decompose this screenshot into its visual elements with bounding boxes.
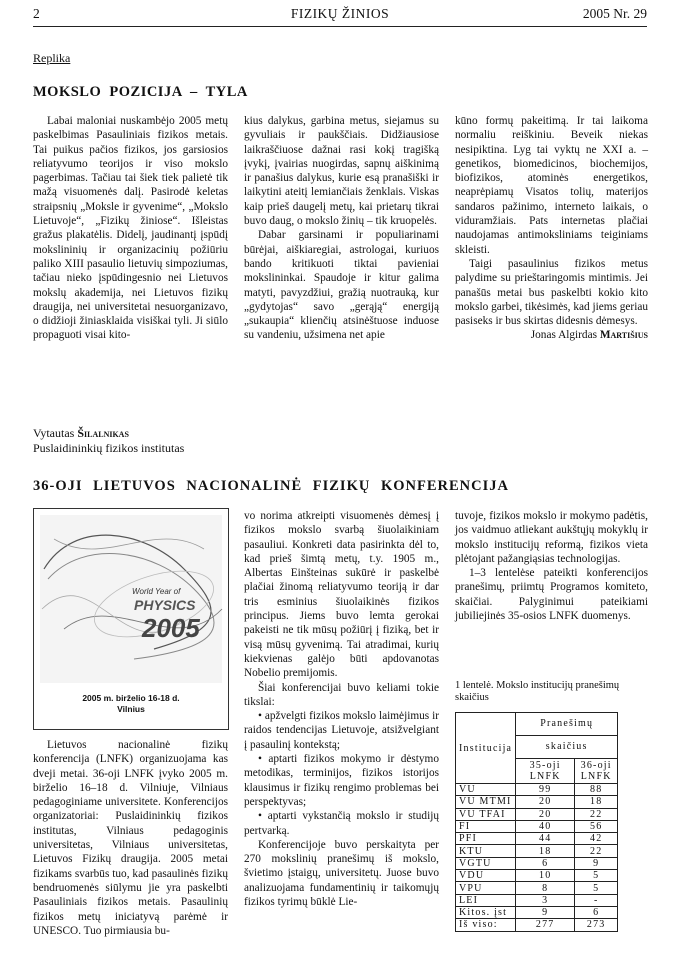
- table-cell-35: 40: [516, 820, 575, 832]
- table-cell-36: -: [575, 894, 618, 906]
- table-cell-35: 9: [516, 906, 575, 918]
- table-cell-36: 18: [575, 796, 618, 808]
- author-name: Vytautas: [33, 426, 75, 440]
- table-header-row: [456, 713, 618, 736]
- article2-paragraph: 1–3 lentelėse pateikti konferencijos pranešimų, priimtų Programos komiteto, skaičiai. Palyginimui pateikiami jubiliejinės 35-osios LNFK duomenys.: [455, 567, 648, 623]
- article2-bullet: • aptarti fizikos mokymo ir dėstymo metodikas, terminijos, fizikos istorijos klausimus ir fizikų rengimo problemas bei perspektyvas;: [244, 753, 439, 808]
- article2-title: 36-OJI LIETUVOS NACIONALINĖ FIZIKŲ KONFERENCIJA: [33, 478, 509, 494]
- table-cell-institution: VU: [456, 784, 516, 796]
- table-row: [456, 857, 618, 869]
- article2-column-3: [455, 509, 648, 623]
- table-cell-35: 8: [516, 882, 575, 894]
- table-cell-institution: PFI: [456, 833, 516, 845]
- header-group-2: [516, 736, 618, 759]
- rubric: Replika: [33, 51, 71, 65]
- table-cell-36: 22: [575, 808, 618, 820]
- article1-signature: [455, 328, 648, 342]
- header-36-line1: 36-oji: [580, 760, 612, 771]
- poster-date: 2005 m. birželio 16-18 d.: [82, 693, 180, 703]
- table-cell-36: 42: [575, 833, 618, 845]
- table-row: [456, 906, 618, 918]
- table-cell-institution: KTU: [456, 845, 516, 857]
- table-row: [456, 870, 618, 882]
- signature-name: Jonas Algirdas: [530, 329, 597, 342]
- poster-city: Vilnius: [117, 704, 145, 714]
- issue-label: 2005 Nr. 29: [582, 6, 647, 21]
- article2-column-1: [33, 738, 228, 938]
- journal-title: FIZIKŲ ŽINIOS: [290, 6, 390, 21]
- article2-byline: [33, 426, 184, 456]
- conference-poster-figure: [33, 508, 229, 730]
- table-row: [456, 820, 618, 832]
- article2-paragraph: Konferencijoje buvo perskaityta per 270 mokslinių pranešimų iš mokslo, švietimo įstaigų, universitetų. Juose buvo analizuojama fundamentinių ir taikomųjų fizikos tyrimų būklė Lie-: [244, 838, 439, 909]
- table-cell-36: 5: [575, 882, 618, 894]
- table-cell-institution: VPU: [456, 882, 516, 894]
- table-row: [456, 919, 618, 931]
- header-35: [516, 759, 575, 784]
- table-cell-35: 10: [516, 870, 575, 882]
- data-table: [455, 712, 618, 932]
- article1-column-1: [33, 114, 228, 343]
- author-surname: Šilalnikas: [77, 426, 129, 440]
- article1-paragraph: kūno formų pakeitimą. Ir tai laikoma normaliu reiškiniu. Beveik niekas nesipiktina. Lyg tai vyktų ne XXI a. – genetikos, biomedicinos, biochemijos, biofizikos, atominės energetikos, neaprėpiamų Visatos tolių, materijos sandaros pažinimo, interneto laikais, o viduramžiais. Pats internetas plačiai naudojamas antimoksliniams teiginiams skleisti.: [455, 115, 648, 256]
- table-cell-36: 9: [575, 857, 618, 869]
- poster-caption: [34, 693, 228, 715]
- article2-paragraph: Šiai konferencijai buvo keliami tokie tikslai:: [244, 681, 439, 708]
- article2-paragraph: tuvoje, fizikos mokslo ir mokymo padėtis, jos vaidmuo atliekant aukštųjų mokyklų ir mokslo institucijų reformą, fizikos vieta plėtojant pažangiąsias technologijas.: [455, 510, 648, 565]
- table-cell-35: 277: [516, 919, 575, 931]
- table-cell-36: 5: [575, 870, 618, 882]
- table-cell-35: 44: [516, 833, 575, 845]
- table-cell-36: 6: [575, 906, 618, 918]
- table-cell-institution: FI: [456, 820, 516, 832]
- article2-bullet: • apžvelgti fizikos mokslo laimėjimus ir raidos tendencijas Lietuvoje, atsižvelgiant į pasaulinį kontekstą;: [244, 710, 439, 751]
- table-cell-institution: VU TFAI: [456, 808, 516, 820]
- page-number: 2: [33, 6, 40, 21]
- header-group: [516, 713, 618, 736]
- author: [33, 426, 184, 441]
- header-36-line2: LNFK: [580, 771, 612, 782]
- article2-paragraph: vo norima atkreipti visuomenės dėmesį į fizikos mokslo svarbą šiuolaikiniam pasauliui. Konkreti data pasirinkta dėl to, kad prieš šimtą metų, t.y. 1905 m., Albertas Einšteinas sukūrė ir paskelbė plačiai žinomą reliatyvumo teoriją ir dar tris esminius šiuolaikinės fizikos principus. Jiems buvo lemta gerokai pakeisti ne tik mūsų požiūrį į fiziką, bet ir visą mūsų gyvenimą. Tai atradimai, kurių kiekvienas galėjo būti apdovanotas Nobelio premijomis.: [244, 510, 439, 680]
- table-row: [456, 882, 618, 894]
- article2-column-2: [244, 509, 439, 909]
- poster-line-2: PHYSICS: [134, 597, 196, 613]
- article1-title: MOKSLO POZICIJA – TYLA: [33, 84, 248, 100]
- header-35-line2: LNFK: [529, 771, 561, 782]
- article1-column-3: [455, 114, 648, 343]
- article2-paragraph: Lietuvos nacionalinė fizikų konferencija (LNFK) organizuojama kas dveji metai. 36-oji LNFK įvyko 2005 m. birželio 16–18 d. Vilniuje, Vilniaus pedagoginiame universitete. Konferencijos organizatoriai: Puslaidininkių fizikos institutas, Vilniaus pedagoginis universitetas, Vilniaus universitetas, Lietuvos Fizikų draugija. 2005 metai fizikams svarbūs tuo, kad pasaulinės fizikų bendruomenės siūlymu jie yra paskelbti Pasauliniais fizikos metais. Pasaulinių fizikos metų iniciatyvą parėmė ir UNESCO. Tuo pirmiausia bu-: [33, 739, 228, 937]
- table-cell-35: 20: [516, 808, 575, 820]
- table-cell-36: 22: [575, 845, 618, 857]
- table-cell-36: 273: [575, 919, 618, 931]
- data-table-wrap: [455, 712, 618, 932]
- table-cell-institution: VDU: [456, 870, 516, 882]
- poster-line-1: World Year of: [132, 587, 181, 596]
- table-cell-35: 3: [516, 894, 575, 906]
- article2-bullet: • aptarti vykstančią mokslo ir studijų pertvarką.: [244, 810, 439, 837]
- article1-paragraph: Taigi pasaulinius fizikos metus palydime su prieštaringomis mintimis. Jei panašūs metai bus paskelbti kokio kito mokslo garbei, tikėsimės, kad jiems geriau pasiseks ir bus skirtas didesnis dėmesys.: [455, 257, 648, 328]
- header-36: [575, 759, 618, 784]
- affiliation: Puslaidininkių fizikos institutas: [33, 441, 185, 455]
- article1-column-2: [244, 114, 439, 343]
- table-cell-35: 99: [516, 784, 575, 796]
- table-cell-institution: VU MTMI: [456, 796, 516, 808]
- header-group-line2: skaičius: [545, 741, 588, 752]
- table-row: [456, 833, 618, 845]
- table-row: [456, 808, 618, 820]
- table-row: [456, 796, 618, 808]
- table-caption: 1 lentelė. Mokslo institucijų pranešimų skaičius: [455, 680, 620, 703]
- table-row: [456, 845, 618, 857]
- article1-paragraph: Dabar garsinami ir populiarinami būrėjai, aiškiaregiai, astrologai, kuriuos bando kritikuoti tiktai pavieniai mokslininkai. Spaudoje ir kitur galima matyti, pavyzdžiui, gražią nuotrauką, kur „gydytojas“ savo „gerąją“ energiją „sukaupia“ klienčių atsinėštuose induose su vandeniu, užsimena net apie: [244, 229, 439, 342]
- poster-year: 2005: [142, 613, 200, 643]
- article1-paragraph: Labai maloniai nuskambėjo 2005 metų paskelbimas Pasauliniais fizikos metais. Tai puikus pačios fizikos, jos garsiosios reliatyvumo teorijos ir viso mokslo pagerbimas. Tačiau tai šiek tiek palietė tik mažą visuomenės dalį. Pasirodė keletas straipsnių „Moksle ir gyvenime“, „Mokslo Lietuvoje“, „Fizikų žiniose“. Išleistas gražus plakatėlis. Didelį, jaudinantį įspūdį mokslininių ir organizacinių požiūriu paliko XIII pasaulio lietuvių simpoziumas, tačiau nieko įspūdingesnio nei Lietuvos mokslų akademija, nei Lietuvos fizikų draugija, nei universitetai nesuorganizavo, o didžioji žiniasklaida visiškai tylі. Ji siūlo propaguoti visai kito-: [33, 115, 228, 342]
- table-row: [456, 894, 618, 906]
- table-cell-35: 20: [516, 796, 575, 808]
- table-cell-institution: Kitos. įst: [456, 906, 516, 918]
- header-rule: [33, 26, 647, 27]
- signature-surname: Martišius: [599, 329, 648, 342]
- table-cell-institution: LEI: [456, 894, 516, 906]
- table-cell-35: 6: [516, 857, 575, 869]
- table-row: [456, 784, 618, 796]
- header-35-line1: 35-oji: [529, 760, 561, 771]
- article1-paragraph: kius dalykus, garbina metus, siejamus su gyvuliais ir paukščiais. Didžiausiose laikraščiuose dažnai rasi kokį tragišką įvykį, įvairias nuogirdas, sapnų aiškinimą ir panašius dalykus, kurie esą pranašiški ir laikytini ateitį lemiančiais ženklais. Viskas kaip prieš daugelį metų, kai prietarų tikrai buvo daug, o mokslo žinių – tik kruopelės.: [244, 115, 439, 228]
- header-group-line1: Pranešimų: [540, 718, 594, 729]
- table-cell-institution: VGTU: [456, 857, 516, 869]
- table-cell-36: 56: [575, 820, 618, 832]
- table-cell-35: 18: [516, 845, 575, 857]
- table-cell-institution: Iš viso:: [456, 919, 516, 931]
- header-institution: Institucija: [456, 713, 516, 784]
- table-cell-36: 88: [575, 784, 618, 796]
- table-body: [456, 784, 618, 932]
